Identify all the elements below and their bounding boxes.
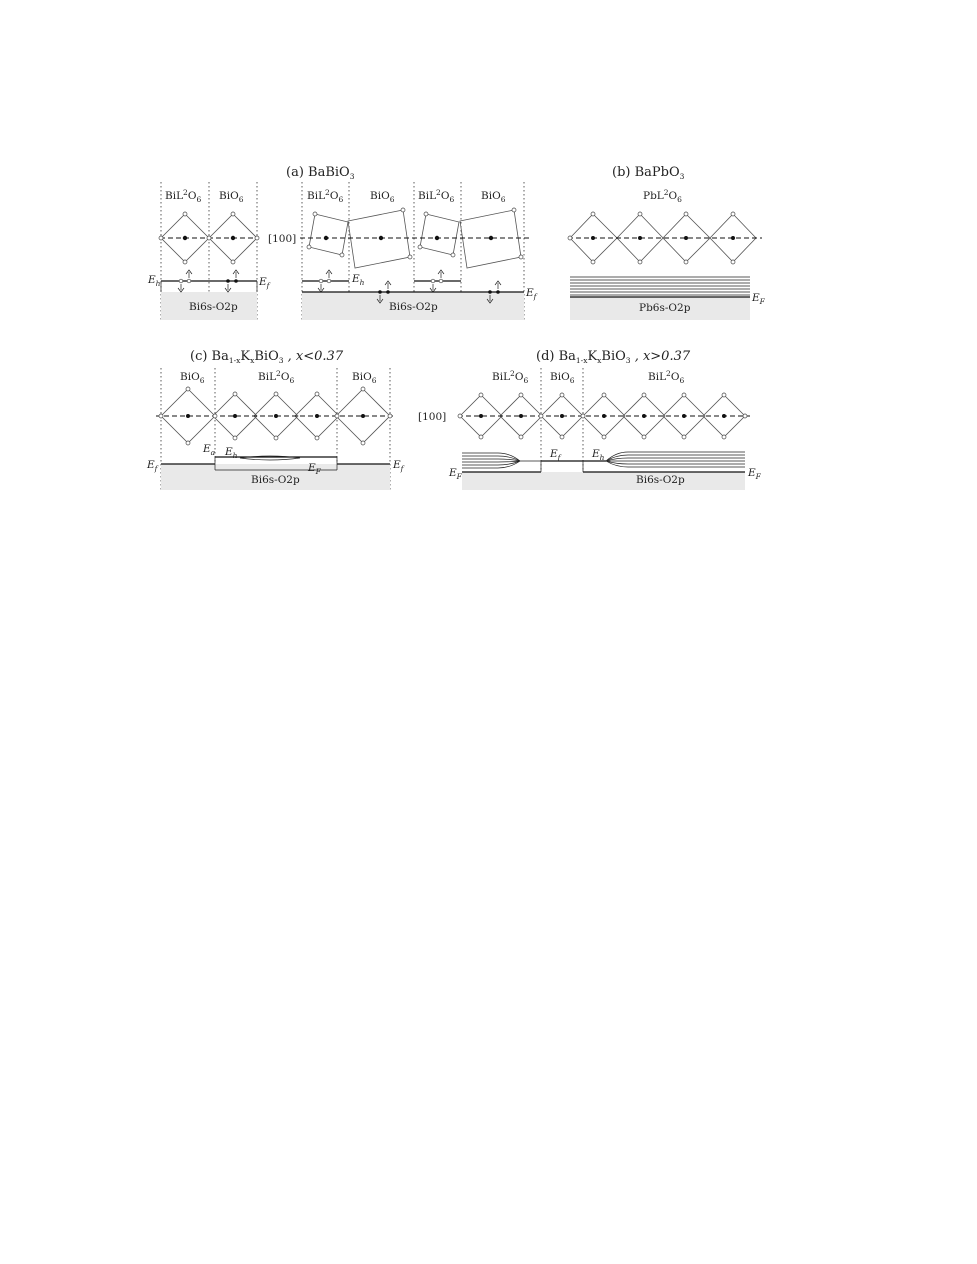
octahedron xyxy=(309,214,348,255)
label-ef: $E_f$ xyxy=(259,276,270,290)
oxygen-atom xyxy=(233,392,237,396)
bi-atom xyxy=(560,414,564,418)
bi-atom xyxy=(379,236,383,240)
oxygen-atom xyxy=(335,414,339,418)
panel-a-title: (a) BaBiO$_3$ xyxy=(286,165,355,181)
oxygen-atom xyxy=(274,392,278,396)
label-ea: $E_a$ xyxy=(203,443,216,457)
oxygen-atom xyxy=(638,212,642,216)
pb-atom xyxy=(638,236,642,240)
label-ef: $E_f$ xyxy=(147,459,158,473)
bi-atom xyxy=(479,414,483,418)
panel-c xyxy=(146,349,405,490)
electron-state xyxy=(378,290,382,294)
bi-atom xyxy=(602,414,606,418)
cell-label-bil2o6: $BiL^2O_6$ xyxy=(165,188,202,204)
spin-up-arrow xyxy=(233,270,239,278)
oxygen-atom xyxy=(591,260,595,264)
cell-label-bio6: BiO$_6$ xyxy=(550,371,575,385)
axis-label-100: [100] xyxy=(418,411,447,423)
bi-atom xyxy=(183,236,187,240)
bi-atom xyxy=(682,414,686,418)
spin-up-arrow xyxy=(186,270,192,278)
oxygen-atom xyxy=(743,414,747,418)
oxygen-atom xyxy=(213,414,217,418)
oxygen-atom xyxy=(315,436,319,440)
bi-atom xyxy=(274,414,278,418)
oxygen-atom xyxy=(722,393,726,397)
oxygen-atom xyxy=(731,260,735,264)
oxygen-atom xyxy=(458,414,462,418)
bi-atom xyxy=(435,236,439,240)
oxygen-atom xyxy=(315,392,319,396)
oxygen-atom xyxy=(519,255,523,259)
electron-state xyxy=(226,279,230,283)
oxygen-atom xyxy=(602,435,606,439)
oxygen-atom xyxy=(560,435,564,439)
oxygen-atom xyxy=(519,435,523,439)
bi-atom xyxy=(642,414,646,418)
band-line xyxy=(462,453,541,461)
octahedron xyxy=(420,214,459,255)
electron-state xyxy=(496,290,500,294)
oxygen-atom xyxy=(684,260,688,264)
label-eh: $E_h$ xyxy=(148,274,161,288)
label-ef: $E_F$ xyxy=(752,292,765,306)
bi-atom xyxy=(519,414,523,418)
oxygen-atom xyxy=(183,212,187,216)
oxygen-atom xyxy=(682,393,686,397)
cell-label-bio6: BiO$_6$ xyxy=(370,190,395,204)
label-eh: $E_h$ xyxy=(592,448,605,462)
hole-state xyxy=(179,279,183,283)
electron-state xyxy=(234,279,238,283)
label-ef: $E_F$ xyxy=(449,467,462,481)
valence-band xyxy=(462,472,745,490)
band-line xyxy=(462,456,520,461)
panel-d-title: (d) $Ba_{1-x}K_xBiO_3$ , x>0.37 xyxy=(536,349,691,365)
oxygen-atom xyxy=(340,253,344,257)
label-ef: $E_F$ xyxy=(748,467,761,481)
label-ef-big: $E_F$ xyxy=(308,462,321,476)
spin-up-arrow xyxy=(438,270,444,278)
spin-up-arrow xyxy=(326,270,332,278)
band-fan-right xyxy=(606,452,745,467)
oxygen-atom xyxy=(731,212,735,216)
oxygen-atom xyxy=(451,253,455,257)
spin-down-arrow xyxy=(225,284,231,292)
band-line xyxy=(462,461,520,462)
oxygen-atom xyxy=(602,393,606,397)
bi-atom xyxy=(324,236,328,240)
oxygen-atom xyxy=(581,414,585,418)
pb-atom xyxy=(684,236,688,240)
oxygen-atom xyxy=(274,436,278,440)
oxygen-atom xyxy=(642,393,646,397)
label-ef: $E_f$ xyxy=(550,448,561,462)
cell-label-bil2o6: $BiL^2O_6$ xyxy=(307,188,344,204)
oxygen-atom xyxy=(159,414,163,418)
oxygen-atom xyxy=(560,393,564,397)
oxygen-atom xyxy=(159,236,163,240)
band-label: Pb6s-O2p xyxy=(639,302,691,314)
band-label: Bi6s-O2p xyxy=(636,474,685,486)
cell-label-bil2o6: $BiL^2O_6$ xyxy=(418,188,455,204)
oxygen-atom xyxy=(255,236,259,240)
cell-label-bio6: BiO$_6$ xyxy=(481,190,506,204)
oxygen-atom xyxy=(313,212,317,216)
panel-c-title: (c) $Ba_{1-x}K_xBiO_3$ , x<0.37 xyxy=(190,349,344,365)
oxygen-atom xyxy=(642,435,646,439)
cell-label-bio6: BiO$_6$ xyxy=(352,371,377,385)
label-eh: $E_h$ xyxy=(225,446,238,460)
oxygen-atom xyxy=(231,212,235,216)
bi-atom xyxy=(361,414,365,418)
band-line xyxy=(606,461,745,464)
cell-label-bil2o6: $BiL^2O_6$ xyxy=(492,369,529,385)
cell-label-pbl2o6: $PbL^2O_6$ xyxy=(643,188,682,204)
panel-a xyxy=(147,165,538,320)
band-lines xyxy=(570,277,750,297)
hole-state xyxy=(431,279,435,283)
label-ef: $E_f$ xyxy=(526,287,537,301)
pb-atom xyxy=(591,236,595,240)
spin-down-arrow xyxy=(430,284,436,292)
electron-state xyxy=(386,290,390,294)
electron-state xyxy=(488,290,492,294)
oxygen-atom xyxy=(682,435,686,439)
spin-up-arrow xyxy=(495,281,501,289)
label-eh: $E_h$ xyxy=(352,273,365,287)
bi-atom xyxy=(233,414,237,418)
oxygen-atom xyxy=(684,212,688,216)
axis-label-100: [100] xyxy=(268,233,297,245)
oxygen-atom xyxy=(479,435,483,439)
hole-state xyxy=(439,279,443,283)
band-line xyxy=(462,459,520,461)
bi-atom xyxy=(315,414,319,418)
spin-up-arrow xyxy=(385,281,391,289)
oxygen-atom xyxy=(233,436,237,440)
oxygen-atom xyxy=(479,393,483,397)
bi-atom xyxy=(722,414,726,418)
octahedron xyxy=(348,210,410,268)
oxygen-atom xyxy=(183,260,187,264)
hole-state xyxy=(187,279,191,283)
panel-b-title: (b) BaPbO$_3$ xyxy=(612,165,685,181)
oxygen-atom xyxy=(231,260,235,264)
cell-label-bil2o6: $BiL^2O_6$ xyxy=(648,369,685,385)
oxygen-atom xyxy=(361,441,365,445)
oxygen-atom xyxy=(186,441,190,445)
oxygen-atom xyxy=(424,212,428,216)
oxygen-atom xyxy=(307,245,311,249)
oxygen-atom xyxy=(388,414,392,418)
hole-state xyxy=(319,279,323,283)
band-label: Bi6s-O2p xyxy=(189,301,238,313)
cell-label-bio6: BiO$_6$ xyxy=(219,190,244,204)
oxygen-atom xyxy=(638,260,642,264)
bi-atom xyxy=(489,236,493,240)
cell-label-bil2o6: $BiL^2O_6$ xyxy=(258,369,295,385)
oxygen-atom xyxy=(408,255,412,259)
oxygen-atom xyxy=(401,208,405,212)
pb-atom xyxy=(731,236,735,240)
oxygen-atom xyxy=(418,245,422,249)
label-ef: $E_f$ xyxy=(393,459,404,473)
oxygen-atom xyxy=(539,414,543,418)
oxygen-atom xyxy=(361,387,365,391)
cell-label-bio6: BiO$_6$ xyxy=(180,371,205,385)
oxygen-atom xyxy=(519,393,523,397)
oxygen-atom xyxy=(512,208,516,212)
band-label: Bi6s-O2p xyxy=(251,474,300,486)
panel-d xyxy=(418,349,762,490)
oxygen-atom xyxy=(568,236,572,240)
hole-state xyxy=(327,279,331,283)
oxygen-atom xyxy=(207,236,211,240)
spin-down-arrow xyxy=(318,284,324,292)
bi-atom xyxy=(186,414,190,418)
band-fan-left xyxy=(462,453,541,472)
oxygen-atom xyxy=(186,387,190,391)
oxygen-atom xyxy=(722,435,726,439)
spin-down-arrow xyxy=(178,284,184,292)
band-line xyxy=(606,452,745,461)
bi-atom xyxy=(231,236,235,240)
oxygen-atom xyxy=(591,212,595,216)
band-line xyxy=(606,458,745,461)
panel-b xyxy=(568,165,766,320)
band-label: Bi6s-O2p xyxy=(389,301,438,313)
